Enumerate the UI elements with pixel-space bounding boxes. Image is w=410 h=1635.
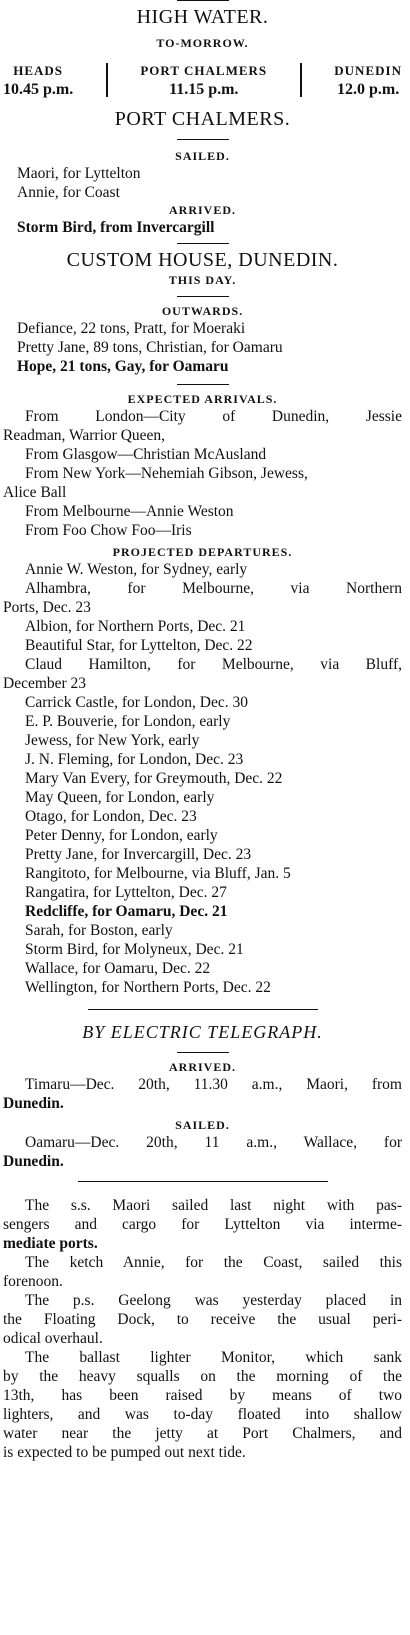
departure-line: Rangatira, for Lyttelton, Dec. 27 [25, 884, 227, 901]
arrival-line: From New York—Nehemiah Gibson, Jewess, [25, 465, 308, 482]
arrival-line: Readman, Warrior Queen, [3, 427, 166, 444]
divider [177, 296, 229, 297]
arrived-heading: ARRIVED. [168, 203, 236, 217]
expected-arrivals-heading: EXPECTED ARRIVALS. [127, 392, 278, 406]
tide-heads [3, 61, 73, 99]
telegraph-sailed-line: Oamaru—Dec. 20th, 11 a.m., Wallace, for [25, 1134, 402, 1151]
sailed-item: Annie, for Coast [17, 184, 120, 201]
tide-time: 11.15 p.m. [169, 81, 239, 98]
departure-line: J. N. Fleming, for London, Dec. 23 [25, 751, 244, 768]
arrival-line: From Glasgow—Christian McAusland [25, 446, 267, 463]
custom-house-title: CUSTOM HOUSE, DUNEDIN. [66, 249, 339, 271]
news-line: forenoon. [3, 1273, 63, 1290]
telegraph-title: BY ELECTRIC TELEGRAPH. [82, 1022, 323, 1042]
column-separator [106, 63, 108, 97]
departure-line: Jewess, for New York, early [25, 732, 200, 749]
news-line: The p.s. Geelong was yesterday placed in [25, 1292, 402, 1309]
departure-line: Carrick Castle, for London, Dec. 30 [25, 694, 248, 711]
departure-line: Albion, for Northern Ports, Dec. 21 [25, 618, 246, 635]
departure-line: Otago, for London, Dec. 23 [25, 808, 197, 825]
tide-place: PORT CHALMERS [140, 63, 268, 78]
arrival-line: Alice Ball [3, 484, 67, 501]
news-line: sengers and cargo for Lyttelton via interme- [3, 1216, 402, 1233]
telegraph-arrived-line: Timaru—Dec. 20th, 11.30 a.m., Maori, from [25, 1076, 402, 1093]
departure-line: Rangitoto, for Melbourne, via Bluff, Jan. 5 [25, 865, 291, 882]
news-line: lighters, and was to-day floated into shallow [3, 1406, 402, 1423]
tide-dunedin [334, 61, 402, 99]
news-paragraph [3, 1253, 402, 1291]
divider [177, 384, 229, 385]
tide-place: HEADS [13, 63, 64, 78]
departure-line: Pretty Jane, for Invercargill, Dec. 23 [25, 846, 252, 863]
news-line: The ballast lighter Monitor, which sank [25, 1349, 402, 1366]
column-separator [300, 63, 302, 97]
outwards-heading: OUTWARDS. [161, 304, 244, 318]
departure-line: Annie W. Weston, for Sydney, early [25, 561, 248, 578]
high-water-subtitle: TO-MORROW. [156, 36, 249, 50]
telegraph-arrived-line: Dunedin. [3, 1095, 64, 1112]
tide-time: 12.0 p.m. [337, 81, 400, 98]
departure-line: Claud Hamilton, for Melbourne, via Bluff, [25, 656, 402, 673]
arrived-item: Storm Bird, from Invercargill [17, 219, 215, 236]
departure-line: Storm Bird, for Molyneux, Dec. 21 [25, 941, 244, 958]
departure-line: Alhambra, for Melbourne, via Northern [25, 580, 402, 597]
news-line: water near the jetty at Port Chalmers, and [3, 1425, 402, 1442]
tide-table [3, 61, 402, 99]
tide-time: 10.45 p.m. [3, 81, 74, 98]
news-line: 13th, has been raised by means of two [3, 1387, 402, 1404]
departure-line: Wallace, for Oamaru, Dec. 22 [25, 960, 211, 977]
telegraph-sailed-heading: SAILED. [175, 1118, 230, 1132]
arrival-line: From Foo Chow Foo—Iris [25, 522, 192, 539]
news-paragraph [3, 1348, 402, 1462]
divider [177, 139, 229, 140]
departure-line: Peter Denny, for London, early [25, 827, 218, 844]
sailed-heading: SAILED. [175, 149, 230, 163]
news-line: The ketch Annie, for the Coast, sailed this [25, 1254, 402, 1271]
news-line: the Floating Dock, to receive the usual peri- [3, 1311, 402, 1328]
departure-line: Wellington, for Northern Ports, Dec. 22 [25, 979, 271, 996]
divider [177, 243, 229, 244]
departure-line: Redcliffe, for Oamaru, Dec. 21 [25, 903, 228, 920]
departure-line: December 23 [3, 675, 87, 692]
departure-line: Sarah, for Boston, early [25, 922, 173, 939]
divider [88, 1009, 318, 1010]
tide-place: DUNEDIN [334, 63, 402, 78]
news-line: odical overhaul. [3, 1330, 103, 1347]
news-paragraph [3, 1196, 402, 1253]
news-line: mediate ports. [3, 1235, 98, 1252]
high-water-title: HIGH WATER. [136, 6, 269, 28]
departure-line: Mary Van Every, for Greymouth, Dec. 22 [25, 770, 283, 787]
departure-line: E. P. Bouverie, for London, early [25, 713, 231, 730]
news-line: is expected to be pumped out next tide. [3, 1444, 246, 1461]
telegraph-sailed-line: Dunedin. [3, 1153, 64, 1170]
tide-port-chalmers [140, 61, 267, 99]
divider [177, 1052, 229, 1053]
news-paragraph [3, 1291, 402, 1348]
outwards-item: Hope, 21 tons, Gay, for Oamaru [17, 358, 229, 375]
news-line: by the heavy squalls on the morning of the [3, 1368, 402, 1385]
departure-line: May Queen, for London, early [25, 789, 215, 806]
arrival-line: From London—City of Dunedin, Jessie [25, 408, 402, 425]
sailed-item: Maori, for Lyttelton [17, 165, 141, 182]
divider [177, 0, 229, 1]
telegraph-arrived-heading: ARRIVED. [168, 1060, 236, 1074]
news-line: The s.s. Maori sailed last night with pas- [25, 1197, 402, 1214]
departure-line: Beautiful Star, for Lyttelton, Dec. 22 [25, 637, 253, 654]
outwards-item: Defiance, 22 tons, Pratt, for Moeraki [17, 320, 246, 337]
projected-departures-heading: PROJECTED DEPARTURES. [112, 545, 293, 559]
port-chalmers-title: PORT CHALMERS. [114, 108, 291, 130]
divider [78, 1181, 328, 1182]
arrival-line: From Melbourne—Annie Weston [25, 503, 234, 520]
departure-line: Ports, Dec. 23 [3, 599, 91, 616]
custom-house-subtitle: THIS DAY. [168, 273, 237, 287]
outwards-item: Pretty Jane, 89 tons, Christian, for Oamaru [17, 339, 283, 356]
